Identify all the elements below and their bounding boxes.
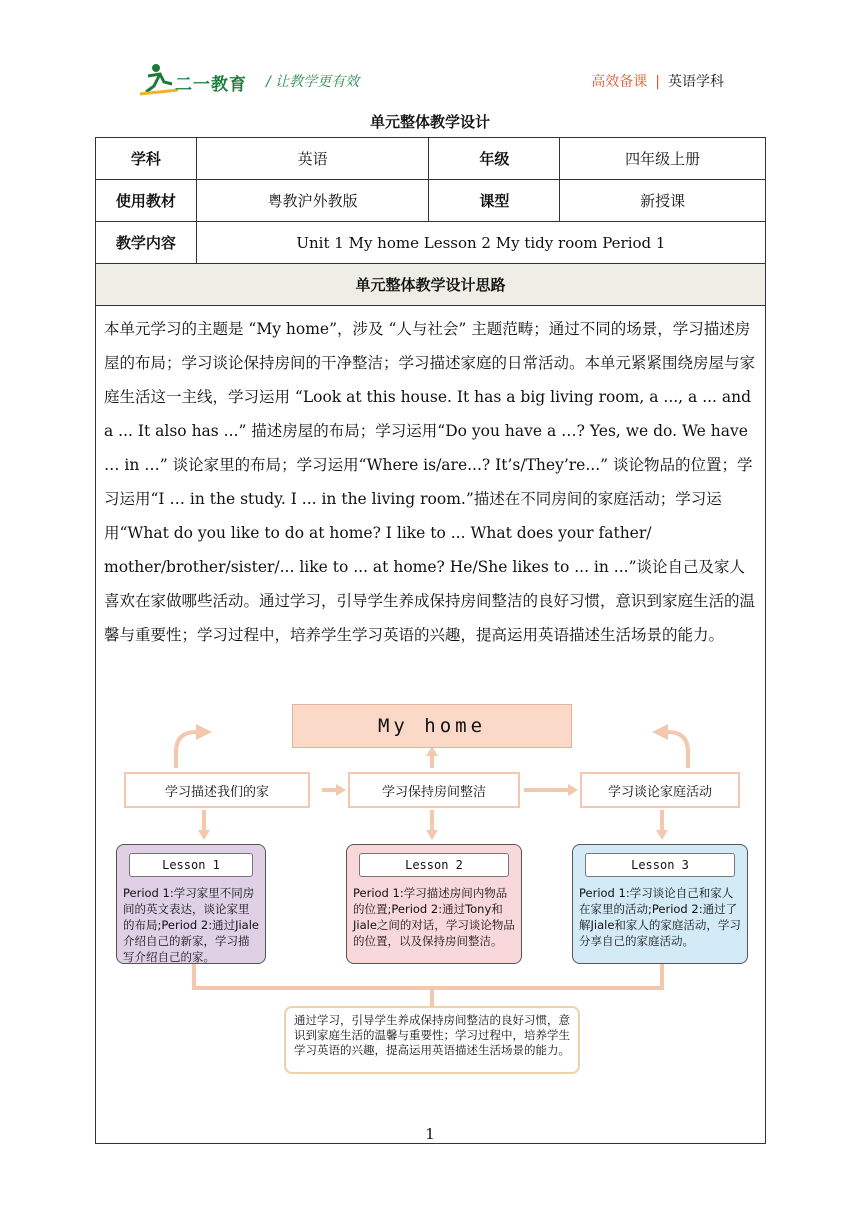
content-label: 教学内容 <box>96 222 197 264</box>
grade-value: 四年级上册 <box>560 138 766 180</box>
design-body-cell <box>96 306 766 1144</box>
design-paragraph: 本单元学习的主题是 “My home”，涉及 “人与社会” 主题范畴；通过不同的场景，学习描述房屋的布局；学习谈论保持房间的干净整洁；学习描述家庭的日常活动。本单元紧紧围绕房屋与家庭生活这一主线，学习运用 “Look at this house. It has a big living room, a ..., a ... and a ... It also has ...” 描述房屋的布局；学习运用“Do you have a …? Yes, we do. We have … in …” 谈论家里的布局；学习运用“Where is/are...? It’s/They’re...” 谈论物品的位置；学习运用“I … in the study. I ... in the living room.”描述在不同房间的家庭活动；学习运用“What do you like to do at home? I like to ... What does your father/ mother/brother/sister/... like to ... at home? He/She likes to ... in ...”谈论自己及家人喜欢在家做哪些活动。通过学习，引导学生养成保持房间整洁的良好习惯，意识到家庭生活的温馨与重要性；学习过程中，培养学生学习英语的兴趣，提高运用英语描述生活场景的能力。 <box>104 320 756 644</box>
textbook-label: 使用教材 <box>96 180 197 222</box>
topic-box: 学习谈论家庭活动 <box>580 772 740 808</box>
page-number: 1 <box>425 1125 435 1143</box>
logo-text: 二一教育 <box>175 75 247 95</box>
table-row <box>96 306 766 1144</box>
grade-label: 年级 <box>429 138 560 180</box>
slogan: / 让教学更有效 <box>266 74 360 90</box>
tag-highlight: 高效备课 <box>591 74 648 90</box>
textbook-value: 粤教沪外教版 <box>196 180 429 222</box>
lesson-text: Period 1:学习描述房间内物品的位置;Period 2:通过Tony和Jiale之间的对话，学习谈论物品的位置，以及保持房间整洁。 <box>353 886 515 948</box>
lesson-box <box>572 844 748 964</box>
document-title: 单元整体教学设计 <box>369 113 490 131</box>
topic-box: 学习保持房间整洁 <box>348 772 520 808</box>
content-value: Unit 1 My home Lesson 2 My tidy room Period 1 <box>196 222 765 264</box>
my-home-box: My home <box>292 704 572 748</box>
header-tags <box>591 71 724 91</box>
lesson-title: Lesson 2 <box>359 853 509 877</box>
lesson-text: Period 1:学习谈论自己和家人在家里的活动;Period 2:通过了解Jiale和家人的家庭活动，学习分享自己的家庭活动。 <box>579 886 741 948</box>
table-row <box>96 138 766 180</box>
table-row <box>96 222 766 264</box>
lesson-box <box>116 844 266 964</box>
tag-separator: | <box>655 74 660 90</box>
topic-box: 学习描述我们的家 <box>124 772 310 808</box>
lesson-title: Lesson 3 <box>585 853 735 877</box>
subject-label: 学科 <box>96 138 197 180</box>
subject-value: 英语 <box>196 138 429 180</box>
type-label: 课型 <box>429 180 560 222</box>
lesson-info-table <box>95 137 766 1144</box>
lesson-title: Lesson 1 <box>129 853 253 877</box>
summary-box: 通过学习，引导学生养成保持房间整洁的良好习惯，意识到家庭生活的温馨与重要性；学习过程中，培养学生学习英语的兴趣，提高运用英语描述生活场景的能力。 <box>284 1006 580 1074</box>
lesson-text: Period 1:学习家里不同房间的英文表达，谈论家里的布局;Period 2:通过Jiale介绍自己的新家，学习描写介绍自己的家。 <box>123 886 259 964</box>
page-header <box>0 0 860 110</box>
lesson-box <box>346 844 522 964</box>
type-value: 新授课 <box>560 180 766 222</box>
subject-tag: 英语学科 <box>668 74 724 90</box>
section-title: 单元整体教学设计思路 <box>96 264 766 306</box>
table-row <box>96 264 766 306</box>
unit-flow-diagram <box>96 696 767 1086</box>
table-row <box>96 180 766 222</box>
